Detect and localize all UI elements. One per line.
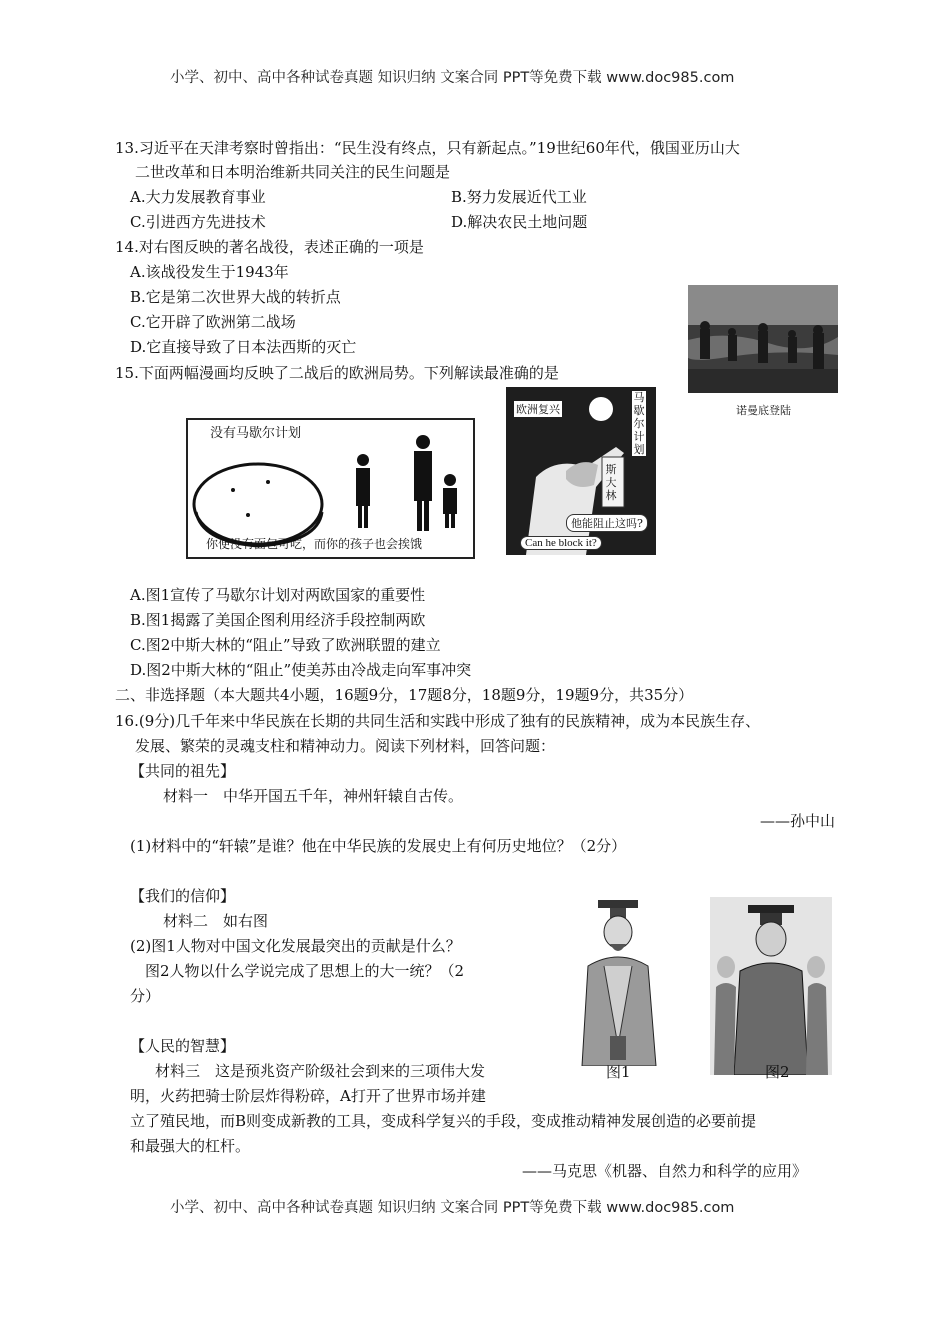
q14-stem: 14.对右图反映的著名战役，表述正确的一项是 <box>115 238 424 256</box>
q16-question-1: (1)材料中的“轩辕”是谁？他在中华民族的发展史上有何历史地位？（2分） <box>130 837 627 855</box>
figure-1-portrait <box>552 896 682 1066</box>
q14-option-a: A.该战役发生于1943年 <box>130 263 289 281</box>
normandy-photo <box>688 285 838 393</box>
figure-1-label: 图1 <box>606 1063 631 1081</box>
q14-option-c: C.它开辟了欧洲第二战场 <box>130 313 296 331</box>
q16-material-3-line2: 明，火药把骑士阶层炸得粉碎，A打开了世界市场并建 <box>130 1087 486 1105</box>
q13-option-a: A.大力发展教育事业 <box>130 188 266 206</box>
q16-heading-ancestor: 【共同的祖先】 <box>130 762 236 780</box>
q16-material-3-line4: 和最强大的杠杆。 <box>130 1137 251 1155</box>
q16-heading-wisdom: 【人民的智慧】 <box>130 1037 236 1055</box>
cartoon-2 <box>506 387 656 555</box>
q13-stem-line2: 二世改革和日本明治维新共同关注的民生问题是 <box>135 163 451 181</box>
q16-material-3-line1: 材料三 这是预兆资产阶级社会到来的三项伟大发 <box>155 1062 486 1080</box>
q16-material-3-source: ——马克思《机器、自然力和科学的应用》 <box>522 1162 808 1180</box>
page-header: 小学、初中、高中各种试卷真题 知识归纳 文案合同 PPT等免费下载 www.doc985.com <box>170 70 735 86</box>
q13-stem-line1: 13.习近平在天津考察时曾指出：“民生没有终点，只有新起点。”19世纪60年代，俄国亚历山大 <box>115 139 740 157</box>
q16-question-2-line1: (2)图1人物对中国文化发展最突出的贡献是什么？ <box>130 937 461 955</box>
q15-stem: 15.下面两幅漫画均反映了二战后的欧洲局势。下列解读最准确的是 <box>115 364 559 382</box>
cartoon-2-bubble-en: Can he block it? <box>520 536 602 550</box>
q15-option-a: A.图1宣传了马歇尔计划对两欧国家的重要性 <box>130 586 426 604</box>
figure-2-label: 图2 <box>765 1063 790 1081</box>
cartoon-1 <box>186 418 475 559</box>
q16-heading-belief: 【我们的信仰】 <box>130 887 236 905</box>
q15-option-c: C.图2中斯大林的“阻止”导致了欧洲联盟的建立 <box>130 636 441 654</box>
cartoon-2-label-marshall: 马歇尔计划 <box>633 391 645 456</box>
cartoon-2-label-recovery: 欧洲复兴 <box>516 403 560 416</box>
q16-question-2-line2: 图2人物以什么学说完成了思想上的大一统？（2 <box>145 962 465 980</box>
q13-option-b: B.努力发展近代工业 <box>451 188 587 206</box>
cartoon-1-caption: 你便没有面包可吃，而你的孩子也会挨饿 <box>206 537 423 551</box>
figure-2-portrait <box>710 897 832 1075</box>
normandy-caption: 诺曼底登陆 <box>736 404 791 417</box>
q16-material-1: 材料一 中华开国五千年，神州轩辕自古传。 <box>163 787 464 805</box>
q16-stem-line2: 发展、繁荣的灵魂支柱和精神动力。阅读下列材料，回答问题： <box>135 737 556 755</box>
cartoon-1-title: 没有马歇尔计划 <box>210 426 302 441</box>
q15-option-b: B.图1揭露了美国企图利用经济手段控制两欧 <box>130 611 426 629</box>
q16-question-2-line3: 分） <box>130 987 161 1005</box>
cartoon-2-bubble-cn: 他能阻止这吗? <box>566 514 648 532</box>
q13-option-c: C.引进西方先进技术 <box>130 213 266 231</box>
q16-material-2: 材料二 如右图 <box>163 912 269 930</box>
q14-option-b: B.它是第二次世界大战的转折点 <box>130 288 341 306</box>
section-2-heading: 二、非选择题（本大题共4小题，16题9分，17题8分，18题9分，19题9分，共35分） <box>115 686 694 704</box>
page-footer: 小学、初中、高中各种试卷真题 知识归纳 文案合同 PPT等免费下载 www.doc985.com <box>170 1200 735 1216</box>
cartoon-2-label-stalin: 斯大林 <box>605 463 617 502</box>
q15-option-d: D.图2中斯大林的“阻止”使美苏由冷战走向军事冲突 <box>130 661 472 679</box>
q13-option-d: D.解决农民土地问题 <box>451 213 588 231</box>
q16-material-1-source: ——孙中山 <box>760 812 836 830</box>
q16-stem-line1: 16.(9分)几千年来中华民族在长期的共同生活和实践中形成了独有的民族精神，成为本民族生存、 <box>115 712 761 730</box>
q14-option-d: D.它直接导致了日本法西斯的灭亡 <box>130 338 357 356</box>
q16-material-3-line3: 立了殖民地，而B则变成新教的工具，变成科学复兴的手段，变成推动精神发展创造的必要前提 <box>130 1112 757 1130</box>
